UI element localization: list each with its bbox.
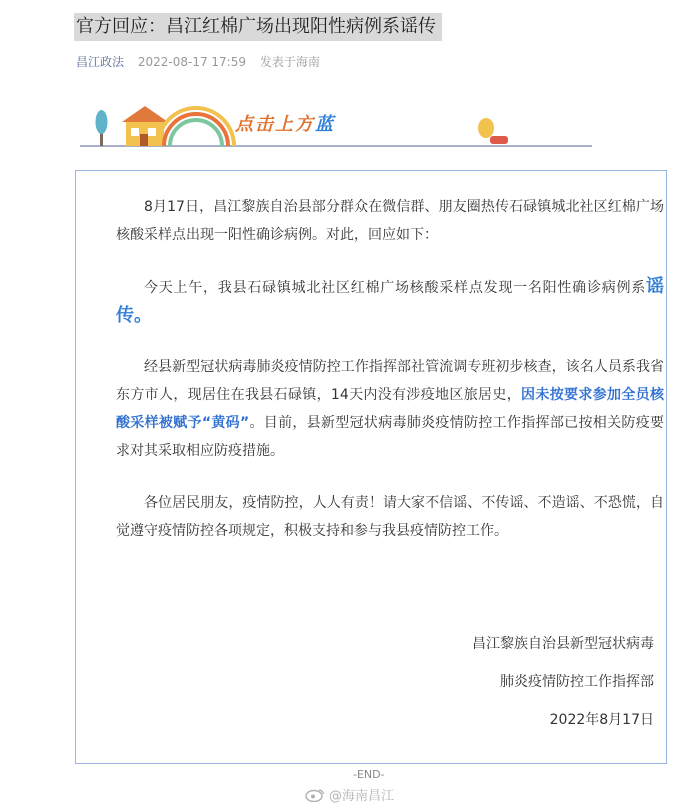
weibo-icon [305, 788, 325, 802]
article-meta [76, 53, 320, 70]
paragraph-4: 各位居民朋友，疫情防控，人人有责！请大家不信谣、不传谣、不造谣、不恐慌，自觉遵守疫情防控各项规定，积极支持和参与我县疫情防控工作。 [116, 495, 664, 539]
end-marker: -END- [353, 768, 385, 781]
yellow-code-highlight: 因未按要求参加全员核酸采样被赋予“黄码” [116, 387, 664, 431]
watermark-text: @海南昌江 [329, 789, 395, 804]
publish-date: 2022-08-17 17:59 [137, 55, 246, 69]
paragraph-1: 8月17日，昌江黎族自治县部分群众在微信群、朋友圈热传石碌镇城北社区红棉广场核酸采样点出现一阳性确诊病例。对此，回应如下： [116, 199, 664, 243]
paragraph-2 [116, 273, 664, 331]
article-title: 官方回应：昌江红棉广场出现阳性病例系谣传 [74, 13, 442, 41]
banner-illustration [80, 92, 592, 154]
banner-text-blue: 蓝 [315, 114, 335, 135]
signature-line-1: 昌江黎族自治县新型冠状病毒 [472, 636, 654, 652]
paragraph-2-text: 今天上午，我县石碌镇城北社区红棉广场核酸采样点发现一名阳性确诊病例系 [144, 280, 646, 296]
banner-text-main: 点击上方 [235, 114, 315, 135]
paragraph-3 [116, 353, 664, 465]
paragraph-3-text: 经县新型冠状病毒肺炎疫情防控工作指挥部社管流调专班初步核查，该名人员系我省东方市人，现居住在我县石碌镇，14天内没有涉疫地区旅居史， [116, 359, 664, 403]
signature-line-2: 肺炎疫情防控工作指挥部 [500, 674, 654, 690]
publish-location: 发表于海南 [259, 55, 320, 69]
account-name-link[interactable]: 昌江政法 [76, 55, 125, 69]
weibo-watermark [305, 785, 394, 804]
follow-banner[interactable] [80, 92, 592, 154]
article-content-box [75, 170, 667, 764]
banner-text [235, 110, 335, 136]
signature-date: 2022年8月17日 [549, 712, 654, 728]
paragraph-3-tail: 。目前，县新型冠状病毒肺炎疫情防控工作指挥部已按相关防疫要求对其采取相应防疫措施。 [116, 415, 665, 459]
rumor-highlight: 谣传。 [116, 276, 664, 326]
